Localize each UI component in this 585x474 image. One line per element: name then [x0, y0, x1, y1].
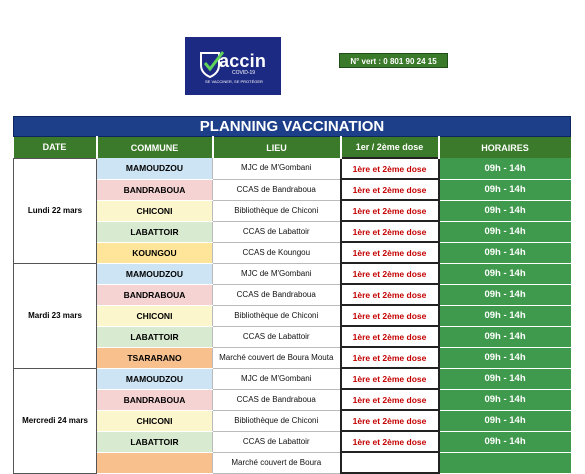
table-row	[14, 284, 571, 305]
dose-cell: 1ère et 2ème dose	[341, 179, 439, 200]
logo-tagline: SE VACCINER, SE PROTÉGER	[205, 79, 263, 84]
horaires-cell: 09h - 14h	[439, 389, 571, 410]
table-row	[14, 158, 571, 179]
lieu-cell: CCAS de Labattoir	[213, 326, 341, 347]
lieu-cell: CCAS de Labattoir	[213, 431, 341, 452]
lieu-cell: MJC de M'Gombani	[213, 368, 341, 389]
dose-cell: 1ère et 2ème dose	[341, 200, 439, 221]
lieu-cell: CCAS de Koungou	[213, 242, 341, 263]
logo-word: accin	[219, 51, 267, 71]
table-title: PLANNING VACCINATION	[14, 117, 571, 137]
dose-cell: 1ère et 2ème dose	[341, 368, 439, 389]
lieu-cell: CCAS de Bandraboua	[213, 179, 341, 200]
dose-cell: 1ère et 2ème dose	[341, 347, 439, 368]
horaires-cell: 09h - 14h	[439, 179, 571, 200]
dose-cell: 1ère et 2ème dose	[341, 242, 439, 263]
table-row	[14, 326, 571, 347]
vaccination-planning-table	[13, 116, 571, 474]
table-row	[14, 242, 571, 263]
table-row	[14, 452, 571, 473]
dose-cell: 1ère et 2ème dose	[341, 221, 439, 242]
horaires-cell: 09h - 14h	[439, 431, 571, 452]
date-cell: Lundi 22 mars	[14, 158, 97, 263]
horaires-cell	[439, 452, 571, 473]
table-row	[14, 179, 571, 200]
table-row	[14, 347, 571, 368]
commune-cell: LABATTOIR	[97, 326, 213, 347]
date-cell: Mardi 23 mars	[14, 263, 97, 368]
horaires-cell: 09h - 14h	[439, 410, 571, 431]
commune-cell: LABATTOIR	[97, 221, 213, 242]
dose-cell: 1ère et 2ème dose	[341, 389, 439, 410]
horaires-cell: 09h - 14h	[439, 263, 571, 284]
horaires-cell: 09h - 14h	[439, 221, 571, 242]
horaires-cell: 09h - 14h	[439, 368, 571, 389]
horaires-cell: 09h - 14h	[439, 305, 571, 326]
commune-cell: CHICONI	[97, 200, 213, 221]
commune-cell	[97, 452, 213, 473]
table-row	[14, 263, 571, 284]
horaires-cell: 09h - 14h	[439, 200, 571, 221]
logo-subtitle: COVID-19	[232, 70, 256, 76]
dose-cell: 1ère et 2ème dose	[341, 284, 439, 305]
table-row	[14, 410, 571, 431]
horaires-cell: 09h - 14h	[439, 326, 571, 347]
lieu-cell: Marché couvert de Boura Mouta	[213, 347, 341, 368]
commune-cell: KOUNGOU	[97, 242, 213, 263]
lieu-cell: CCAS de Bandraboua	[213, 389, 341, 410]
commune-cell: LABATTOIR	[97, 431, 213, 452]
dose-cell: 1ère et 2ème dose	[341, 305, 439, 326]
horaires-cell: 09h - 14h	[439, 242, 571, 263]
dose-cell: 1ère et 2ème dose	[341, 263, 439, 284]
commune-cell: CHICONI	[97, 305, 213, 326]
table-row	[14, 431, 571, 452]
commune-cell: MAMOUDZOU	[97, 263, 213, 284]
table-row	[14, 368, 571, 389]
column-header-lieu: LIEU	[213, 137, 341, 159]
table-row	[14, 200, 571, 221]
horaires-cell: 09h - 14h	[439, 158, 571, 179]
column-header-dose: 1er / 2ème dose	[341, 137, 439, 159]
date-cell: Mercredi 24 mars	[14, 368, 97, 473]
horaires-cell: 09h - 14h	[439, 347, 571, 368]
lieu-cell: Bibliothèque de Chiconi	[213, 305, 341, 326]
column-header-commune: COMMUNE	[97, 137, 213, 159]
table-row	[14, 305, 571, 326]
commune-cell: BANDRABOUA	[97, 389, 213, 410]
table-row	[14, 389, 571, 410]
horaires-cell: 09h - 14h	[439, 284, 571, 305]
commune-cell: CHICONI	[97, 410, 213, 431]
lieu-cell: Marché couvert de Boura	[213, 452, 341, 473]
column-header-date: DATE	[14, 137, 97, 159]
dose-cell: 1ère et 2ème dose	[341, 326, 439, 347]
table-row	[14, 221, 571, 242]
dose-cell: 1ère et 2ème dose	[341, 431, 439, 452]
lieu-cell: MJC de M'Gombani	[213, 263, 341, 284]
commune-cell: MAMOUDZOU	[97, 158, 213, 179]
commune-cell: BANDRABOUA	[97, 284, 213, 305]
lieu-cell: Bibliothèque de Chiconi	[213, 410, 341, 431]
dose-cell: 1ère et 2ème dose	[341, 410, 439, 431]
commune-cell: BANDRABOUA	[97, 179, 213, 200]
lieu-cell: MJC de M'Gombani	[213, 158, 341, 179]
lieu-cell: CCAS de Labattoir	[213, 221, 341, 242]
commune-cell: TSARARANO	[97, 347, 213, 368]
column-header-horaires: HORAIRES	[439, 137, 571, 159]
commune-cell: MAMOUDZOU	[97, 368, 213, 389]
hotline-number: N° vert : 0 801 90 24 15	[339, 53, 448, 68]
vaccin-covid19-logo	[185, 37, 281, 95]
dose-cell: 1ère et 2ème dose	[341, 158, 439, 179]
dose-cell	[341, 452, 439, 473]
lieu-cell: Bibliothèque de Chiconi	[213, 200, 341, 221]
lieu-cell: CCAS de Bandraboua	[213, 284, 341, 305]
